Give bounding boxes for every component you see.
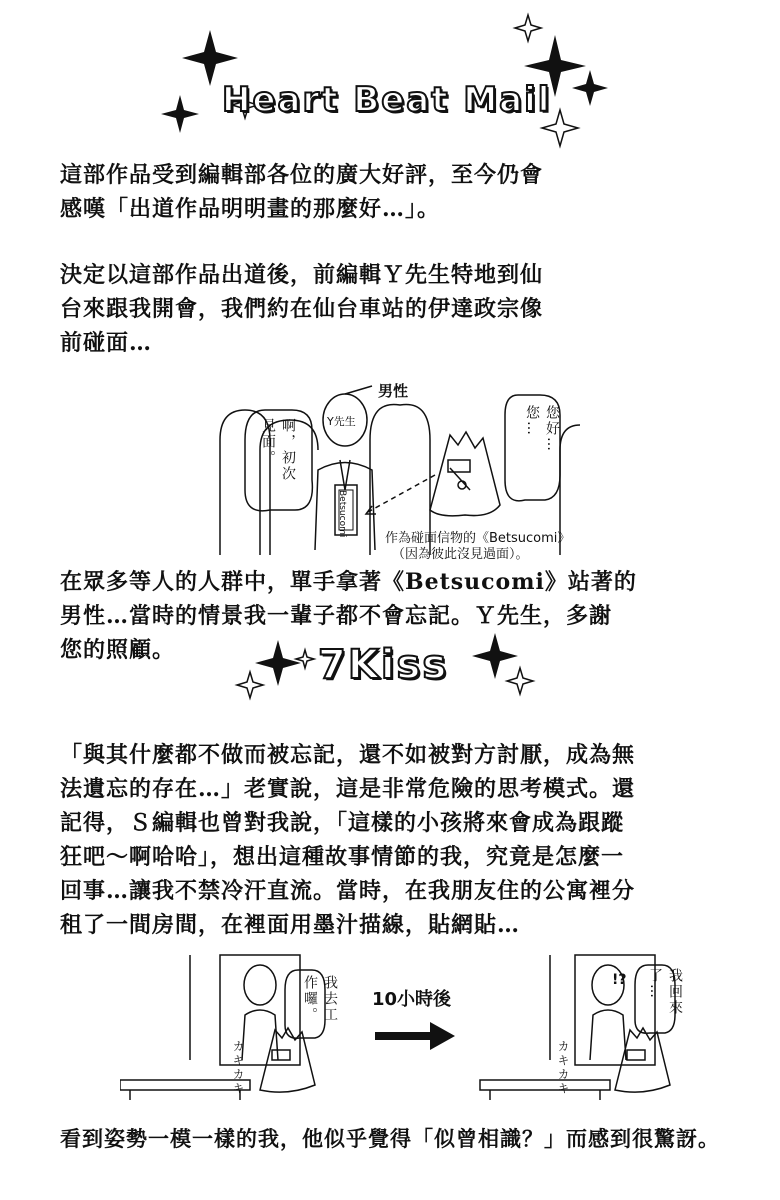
label-man: 男性: [378, 382, 409, 400]
speech-bubble-going-to-work: [300, 975, 340, 1023]
text-line: 決定以這部作品出道後，前編輯Ｙ先生特地到仙: [60, 262, 544, 288]
text-line: 租了一間房間，在裡面用墨汁描線，貼網貼…: [60, 912, 521, 938]
paragraph-stalker-story: [60, 738, 635, 942]
caption-line: 作為碰面信物的《Betsucomi》: [385, 531, 571, 546]
text-line: 前碰面…: [60, 330, 153, 356]
paragraph-meeting-editor: [60, 258, 543, 360]
section-title-7kiss: 7Kiss: [318, 642, 449, 688]
text-line: 男性…當時的情景我一輩子都不會忘記。Ｙ先生，多謝: [60, 603, 613, 629]
text-line: 在眾多等人的人群中，單手拿著《Betsucomi》站著的: [60, 569, 637, 595]
label-ten-hours-later: 10小時後: [372, 989, 452, 1010]
sparkle-icon: [161, 95, 199, 133]
speech-bubble-hello-first-time: [258, 418, 298, 482]
sparkle-outline-icon: [237, 672, 263, 698]
speech-line: 您好…: [544, 405, 560, 453]
text-line: 這部作品受到編輯部各位的廣大好評，至今仍會: [60, 162, 544, 188]
speech-line: 我去工: [322, 975, 338, 1023]
label-mr-y: Y先生: [327, 415, 356, 428]
sparkle-outline-icon: [507, 668, 533, 694]
text-line: 看到姿勢一模一樣的我，他似乎覺得「似曾相識？」而感到很驚訝。: [60, 1126, 720, 1151]
text-line: 記得，Ｓ編輯也曾對我說，「這樣的小孩將來會成為跟蹤: [60, 810, 625, 836]
paragraph-debut-praise: [60, 158, 543, 226]
speech-bubble-im-back: [645, 968, 685, 1016]
sparkle-outline-icon: [515, 15, 541, 41]
section-title-heart-beat-mail: Heart Beat Mail: [222, 80, 552, 120]
text-line: 台來跟我開會，我們約在仙台車站的伊達政宗像: [60, 296, 544, 322]
magazine-spine-label: Betsucomi: [337, 490, 347, 538]
speech-line: 我回來: [667, 968, 683, 1016]
sfx-scribble-left: カキカキ: [231, 1040, 245, 1096]
sparkle-icon: [572, 70, 608, 106]
text-line: 感嘆「出道作品明明畫的那麼好…」。: [60, 196, 441, 222]
text-line: 法遺忘的存在…」老實說，這是非常危險的思考模式。還: [60, 776, 636, 802]
speech-line: 作囉。: [302, 975, 318, 1023]
illustration-ten-hours-later: [120, 950, 680, 1100]
sfx-scribble-right: カキカキ: [556, 1040, 570, 1096]
shock-mark: !?: [612, 972, 627, 988]
caption-line: （因為彼此沒見過面）。: [392, 547, 529, 562]
speech-line: 啊，初次: [280, 418, 296, 482]
speech-line: 見面。: [260, 418, 276, 466]
sparkle-icon: [182, 30, 238, 86]
text-line: 狂吧～啊哈哈」，想出這種故事情節的我，究竟是怎麼一: [60, 844, 625, 870]
speech-line: 您…: [524, 405, 540, 437]
text-line: 「與其什麼都不做而被忘記，還不如被對方討厭，成為無: [60, 742, 636, 768]
speech-bubble-hello: [522, 405, 562, 453]
text-line: 回事…讓我不禁冷汗直流。當時，在我朋友住的公寓裡分: [60, 878, 636, 904]
paragraph-surprised: [60, 1122, 720, 1156]
speech-line: 了…: [647, 968, 663, 1000]
text-line: 您的照顧。: [60, 637, 176, 663]
